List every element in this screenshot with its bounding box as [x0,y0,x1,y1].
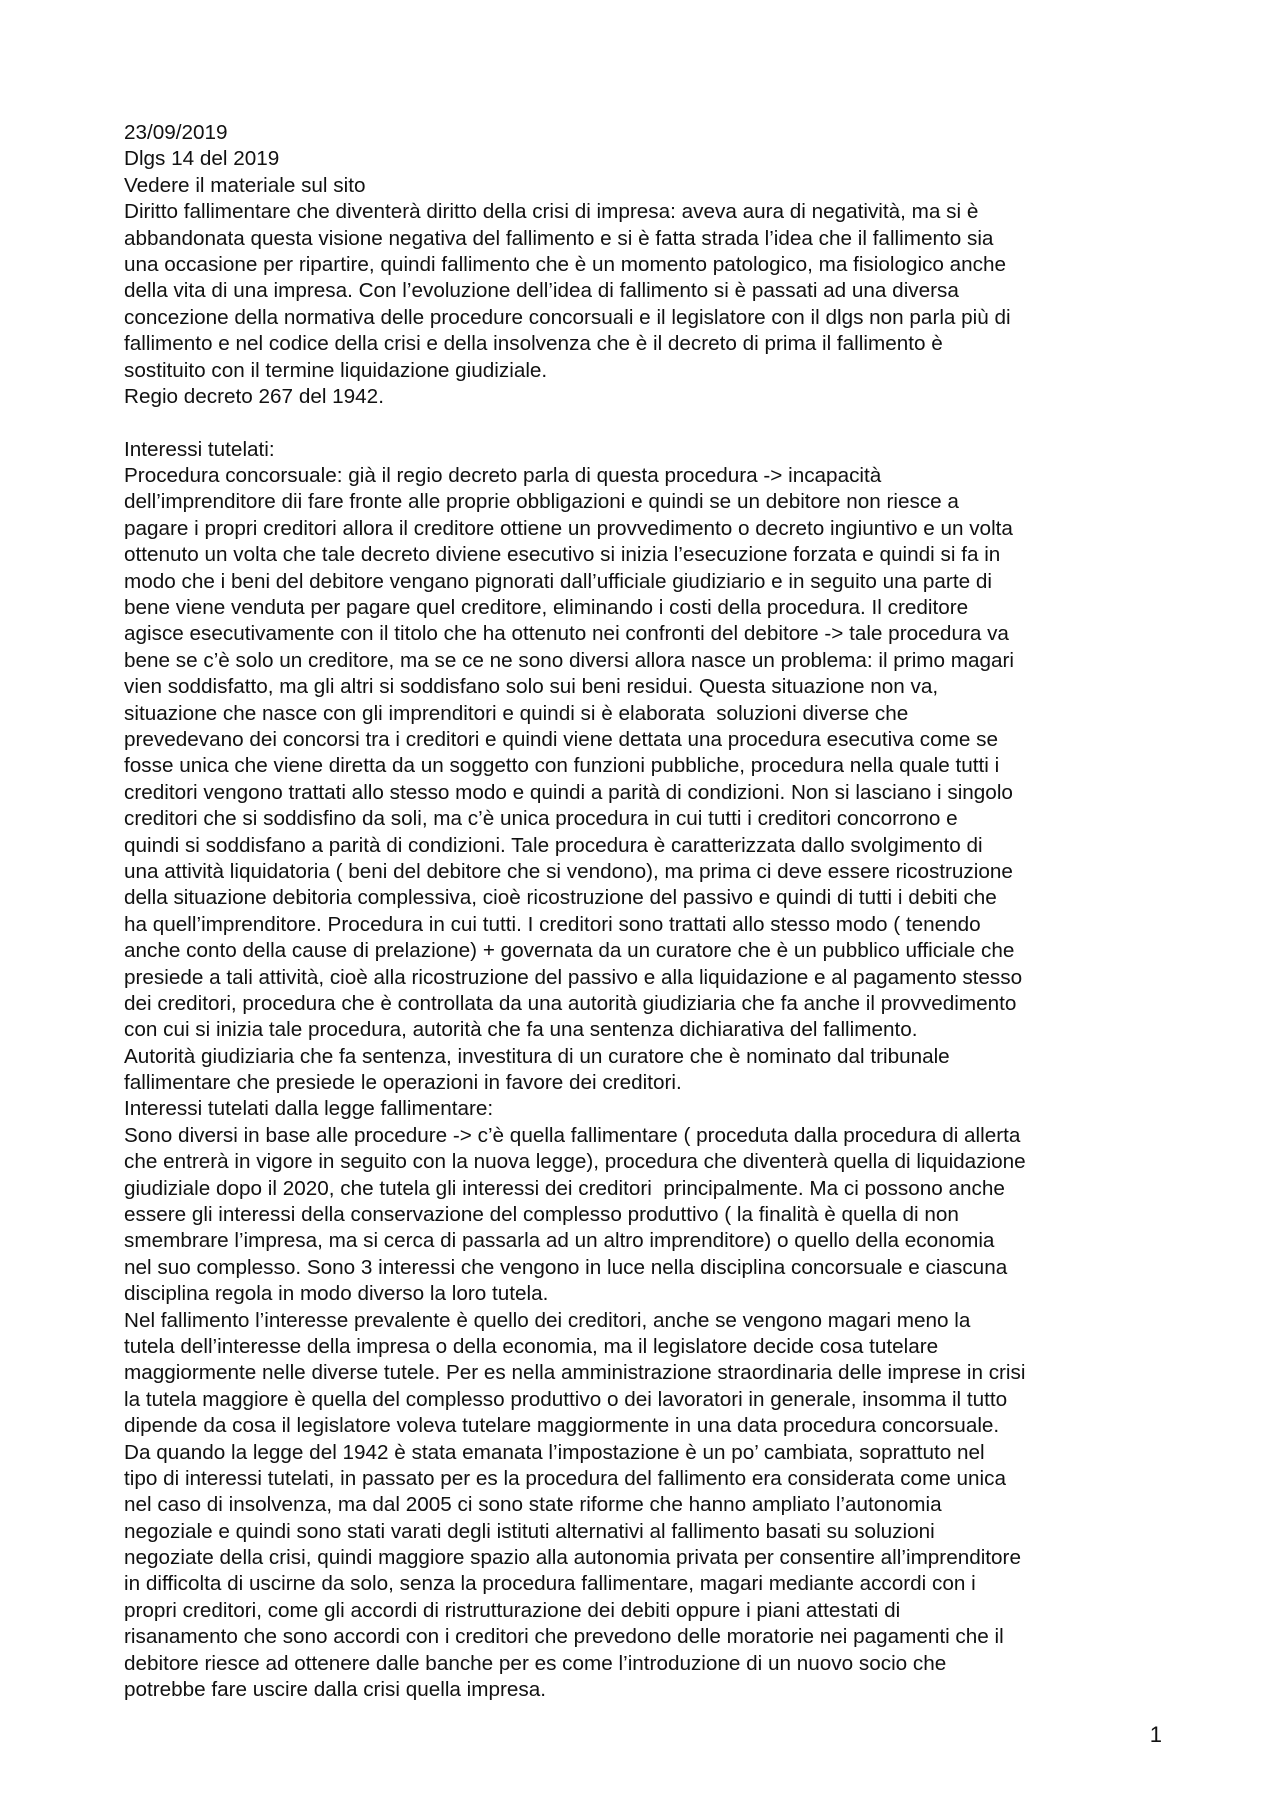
text-line: ottenuto un volta che tale decreto diviene esecutivo si inizia l’esecuzione forzata e quindi si fa in [124,543,1001,567]
text-line: potrebbe fare uscire dalla crisi quella impresa. [124,1678,547,1702]
text-line: abbandonata questa visione negativa del fallimento e si è fatta strada l’idea che il fallimento sia [124,226,994,250]
text-line: vien soddisfatto, ma gli altri si soddisfano solo sui beni residui. Questa situazione non va, [124,675,939,699]
text-line: Nel fallimento l’interesse prevalente è quello dei creditori, anche se vengono magari meno la [124,1308,971,1332]
text-line: Regio decreto 267 del 1942. [124,384,384,408]
text-line: con cui si inizia tale procedura, autorità che fa una sentenza dichiarativa del fallimento. [124,1018,918,1042]
text-line: debitore riesce ad ottenere dalle banche per es come l’introduzione di un nuovo socio che [124,1651,947,1675]
text-line: pagare i propri creditori allora il creditore ottiene un provvedimento o decreto ingiuntivo e un volta [124,516,1013,540]
text-line: negoziale e quindi sono stati varati degli istituti alternativi al fallimento basati su soluzioni [124,1519,935,1543]
text-line: situazione che nasce con gli imprenditori e quindi si è elaborata soluzioni diverse che [124,701,909,725]
text-line: modo che i beni del debitore vengano pignorati dall’ufficiale giudiziario e in seguito una parte di [124,569,992,593]
text-line: nel caso di insolvenza, ma dal 2005 ci sono state riforme che hanno ampliato l’autonomia [124,1493,942,1517]
text-line: risanamento che sono accordi con i creditori che prevedono delle moratorie nei pagamenti che il [124,1625,1004,1649]
text-line: una attività liquidatoria ( beni del debitore che si vendono), ma prima ci deve essere ricostruzione [124,859,1013,883]
text-line: giudiziale dopo il 2020, che tutela gli interessi dei creditori principalmente. Ma ci possono anche [124,1176,1005,1200]
text-line: fallimento e nel codice della crisi e della insolvenza che è il decreto di prima il fallimento è [124,332,943,356]
text-line: una occasione per ripartire, quindi fallimento che è un momento patologico, ma fisiologico anche [124,252,1007,276]
text-line: disciplina regola in modo diverso la loro tutela. [124,1282,549,1306]
text-line: quindi si soddisfano a parità di condizioni. Tale procedura è caratterizzata dallo svolgimento di [124,833,983,857]
intro-paragraph [124,199,1164,410]
decree-line: Dlgs 14 del 2019 [124,147,280,171]
text-line: tipo di interessi tutelati, in passato per es la procedura del fallimento era considerata come unica [124,1466,1007,1490]
text-line [124,1703,1164,1729]
text-line: negoziate della crisi, quindi maggiore spazio alla autonomia privata per consentire all’imprenditore [124,1546,1021,1570]
document-page [124,120,1164,1730]
text-line: che entrerà in vigore in seguito con la nuova legge), procedura che diventerà quella di liquidazione [124,1150,1026,1174]
text-line: Autorità giudiziaria che fa sentenza, investitura di un curatore che è nominato dal tribunale [124,1044,950,1068]
text-line: della vita di una impresa. Con l’evoluzione dell’idea di fallimento si è passati ad una diversa [124,279,959,303]
text-line: in difficolta di uscirne da solo, senza la procedura fallimentare, magari mediante accordi con i [124,1572,976,1596]
text-line: Da quando la legge del 1942 è stata emanata l’impostazione è un po’ cambiata, soprattuto nel [124,1440,985,1464]
text-line: maggiormente nelle diverse tutele. Per es nella amministrazione straordinaria delle imprese in crisi [124,1361,1026,1385]
text-line: dipende da cosa il legislatore voleva tutelare maggiormente in una data procedura concorsuale. [124,1414,1000,1438]
text-line: bene viene venduta per pagare quel creditore, eliminando i costi della procedura. Il creditore [124,596,969,620]
text-line: Sono diversi in base alle procedure -> c’è quella fallimentare ( proceduta dalla procedura di allerta [124,1123,1021,1147]
text-line: bene se c’è solo un creditore, ma se ce ne sono diversi allora nasce un problema: il primo magari [124,648,1015,672]
text-line: essere gli interessi della conservazione del complesso produttivo ( la finalità è quella di non [124,1203,959,1227]
section-heading: Interessi tutelati: [124,437,275,461]
text-line: fallimentare che presiede le operazioni in favore dei creditori. [124,1071,682,1095]
page-number: 1 [1149,1722,1162,1747]
text-line: Procedura concorsuale: già il regio decreto parla di questa procedura -> incapacità [124,464,882,488]
text-line: creditori che si soddisfino da soli, ma c’è unica procedura in cui tutti i creditori concorrono e [124,807,958,831]
text-line: agisce esecutivamente con il titolo che ha ottenuto nei confronti del debitore -> tale procedura va [124,622,1009,646]
blank-line [124,410,1164,436]
text-line: concezione della normativa delle procedure concorsuali e il legislatore con il dlgs non parla più di [124,305,1011,329]
text-line: nel suo complesso. Sono 3 interessi che vengono in luce nella disciplina concorsuale e ciascuna [124,1255,1008,1279]
text-line: sostituito con il termine liquidazione giudiziale. [124,358,548,382]
date-line: 23/09/2019 [124,121,228,144]
text-line: propri creditori, come gli accordi di ristrutturazione dei debiti oppure i piani attestati di [124,1598,901,1622]
text-line: della situazione debitoria complessiva, cioè ricostruzione del passivo e quindi di tutti i debiti che [124,886,997,910]
note-line: Vedere il materiale sul sito [124,173,366,197]
text-line: dei creditori, procedura che è controllata da una autorità giudiziaria che fa anche il provvedimento [124,991,1017,1015]
text-line: smembrare l’impresa, ma si cerca di passarla ad un altro imprenditore) o quello della economia [124,1229,995,1253]
text-line: ha quell’imprenditore. Procedura in cui tutti. I creditori sono trattati allo stesso modo ( tenendo [124,912,981,936]
text-line: dell’imprenditore dii fare fronte alle proprie obbligazioni e quindi se un debitore non riesce a [124,490,959,514]
text-line: fosse unica che viene diretta da un soggetto con funzioni pubbliche, procedura nella quale tutti i [124,754,1000,778]
section-heading: Interessi tutelati dalla legge fallimentare: [124,1097,494,1121]
text-line: Diritto fallimentare che diventerà diritto della crisi di impresa: aveva aura di negatività, ma si è [124,200,979,224]
text-line: creditori vengono trattati allo stesso modo e quindi a parità di condizioni. Non si lasciano i singolo [124,780,1013,804]
text-line: la tutela maggiore è quella del complesso produttivo o dei lavoratori in generale, insomma il tutto [124,1387,1008,1411]
text-line: tutela dell’interesse della impresa o della economia, ma il legislatore decide cosa tutelare [124,1334,939,1358]
text-line: anche conto della cause di prelazione) + governata da un curatore che è un pubblico ufficiale che [124,939,1015,963]
body-text [124,437,1164,1730]
text-line: presiede a tali attività, cioè alla ricostruzione del passivo e alla liquidazione e al pagamento stesso [124,965,1023,989]
text-line: prevedevano dei concorsi tra i creditori e quindi viene dettata una procedura esecutiva come se [124,727,998,751]
